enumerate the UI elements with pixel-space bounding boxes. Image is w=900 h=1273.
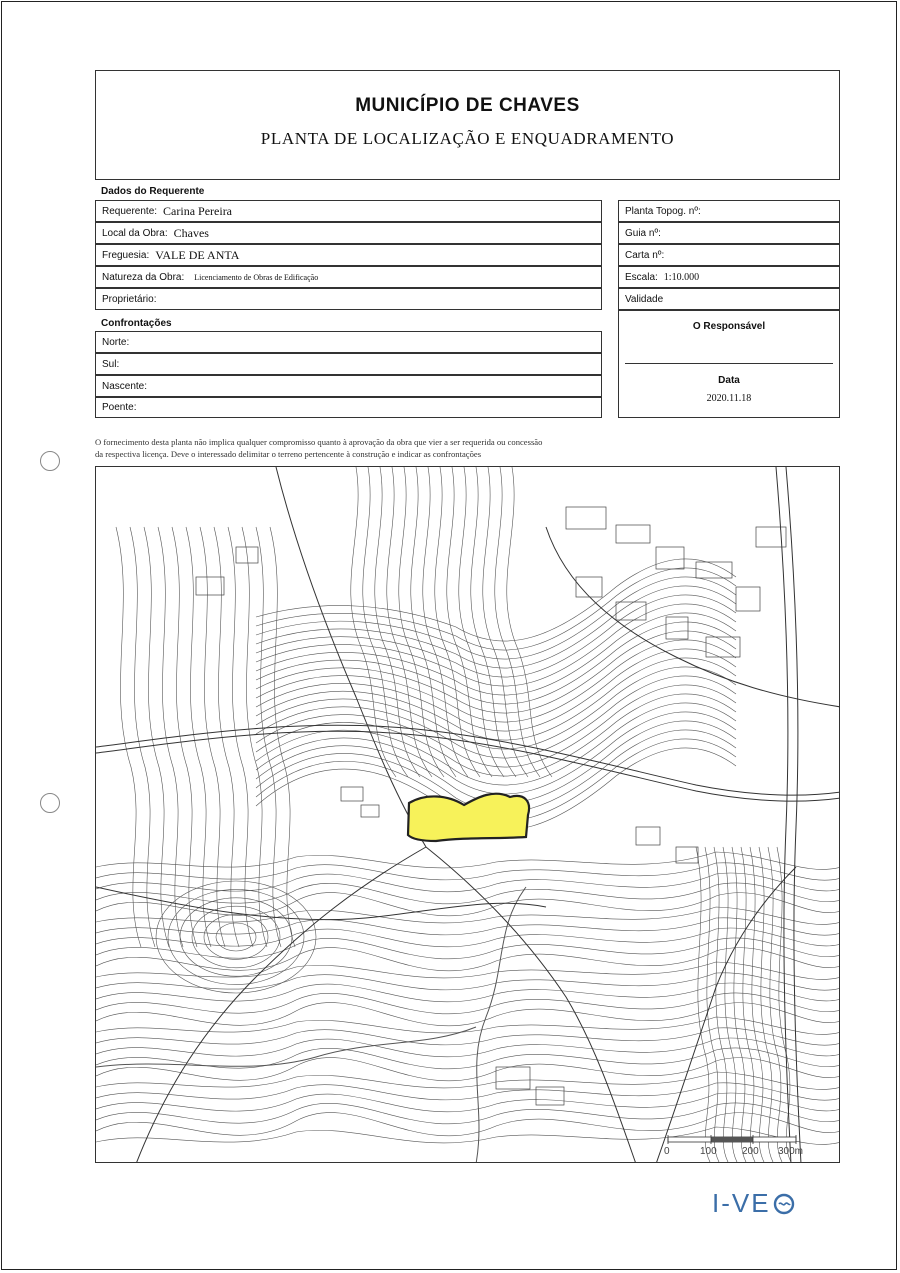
field-proprietario — [95, 288, 602, 310]
field-value: VALE DE ANTA — [155, 247, 240, 262]
contour-line — [96, 1003, 840, 1026]
scale-label: 0 — [664, 1146, 670, 1157]
field-value: 1:10.000 — [663, 271, 700, 283]
field-value: Carina Pereira — [163, 203, 233, 218]
field-label: Requerente: — [102, 205, 158, 217]
disclaimer-line-2: da respectiva licença. Deve o interessado delimitar o terreno pertencente à construção e indicar as confrontações — [95, 449, 482, 459]
field-freguesia — [95, 244, 602, 266]
contour-line — [256, 631, 736, 713]
field-label: Poente: — [102, 402, 137, 413]
contour-line — [256, 595, 736, 677]
field-poente — [95, 397, 602, 418]
field-label: Proprietário: — [102, 293, 157, 305]
contour-line — [96, 1017, 840, 1034]
contour-line — [256, 658, 736, 740]
section-heading-confrontacoes: Confrontações — [101, 318, 172, 329]
disclaimer-line-1: O fornecimento desta planta não implica qualquer compromisso quanto à aprovação da obra que vier a ser requerida ou concessão — [95, 437, 543, 447]
contour-line — [256, 568, 736, 650]
contour-line — [96, 907, 840, 924]
field-label: Nascente: — [102, 380, 148, 392]
field-nascente — [95, 375, 602, 397]
contour-line — [96, 1058, 840, 1081]
topographic-map — [95, 466, 840, 1163]
contour-line — [96, 1113, 840, 1136]
title-block — [95, 70, 840, 180]
field-value: Licenciamento de Obras de Edificação — [194, 272, 319, 282]
contour-line — [96, 893, 840, 916]
responsavel-label: O Responsável — [692, 321, 766, 332]
section-heading-requerente: Dados do Requerente — [101, 186, 205, 197]
field-label: Escala: — [625, 271, 658, 283]
contour-line — [256, 694, 736, 776]
field-carta — [618, 244, 840, 266]
contour-line — [96, 1093, 840, 1112]
page-subtitle: PLANTA DE LOCALIZAÇÃO E ENQUADRAMENTO — [260, 129, 675, 148]
contour-line — [96, 863, 840, 880]
contour-line — [256, 604, 736, 686]
responsavel-box — [618, 310, 840, 418]
i-veo-logo — [712, 1188, 796, 1219]
field-label: Natureza da Obra: — [102, 271, 185, 283]
field-label: Local da Obra: — [102, 227, 168, 239]
contour-line — [696, 847, 711, 1163]
scale-label: 300m — [778, 1146, 804, 1157]
disclaimer — [95, 436, 795, 460]
field-label: Validade — [625, 293, 664, 305]
field-planta-topog — [618, 200, 840, 222]
field-natureza-obra — [95, 266, 602, 288]
field-value: Chaves — [173, 225, 209, 240]
page-title: MUNICÍPIO DE CHAVES — [355, 95, 580, 116]
punch-hole-icon — [40, 451, 60, 471]
contour-line — [256, 613, 736, 695]
contour-line — [256, 649, 736, 731]
contour-line — [256, 640, 736, 722]
punch-hole-icon — [40, 793, 60, 813]
field-norte — [95, 331, 602, 353]
field-label: Planta Topog. nº: — [625, 205, 701, 217]
contour-line — [96, 973, 840, 990]
contour-line — [96, 1072, 840, 1089]
scale-label: 200 — [742, 1146, 759, 1157]
field-label: Norte: — [102, 336, 130, 348]
contour-line — [256, 676, 736, 758]
contour-line — [96, 1083, 840, 1100]
field-escala — [618, 266, 840, 288]
field-label: Guia nº: — [625, 227, 661, 239]
field-validade — [618, 288, 840, 310]
contour-line — [96, 928, 840, 947]
contour-line — [256, 667, 736, 749]
logo-text: I-VE — [712, 1188, 771, 1218]
field-local-obra — [95, 222, 602, 244]
contour-line — [256, 721, 736, 803]
field-label: Carta nº: — [625, 249, 665, 261]
field-label: Sul: — [102, 358, 120, 370]
contour-line — [256, 577, 736, 659]
logo-o-icon — [772, 1192, 796, 1216]
plot-highlight-area — [408, 794, 529, 841]
date-value: 2020.11.18 — [706, 393, 752, 404]
map-canvas — [96, 467, 840, 1163]
contour-line — [96, 1038, 840, 1057]
field-guia — [618, 222, 840, 244]
contour-line — [96, 852, 840, 869]
contour-line — [96, 983, 840, 1002]
contour-line — [96, 1027, 476, 1067]
date-label: Data — [718, 375, 740, 386]
signature-line — [625, 363, 833, 364]
field-label: Freguesia: — [102, 249, 150, 261]
field-sul — [95, 353, 602, 375]
field-requerente — [95, 200, 602, 222]
scale-label: 100 — [700, 1146, 717, 1157]
